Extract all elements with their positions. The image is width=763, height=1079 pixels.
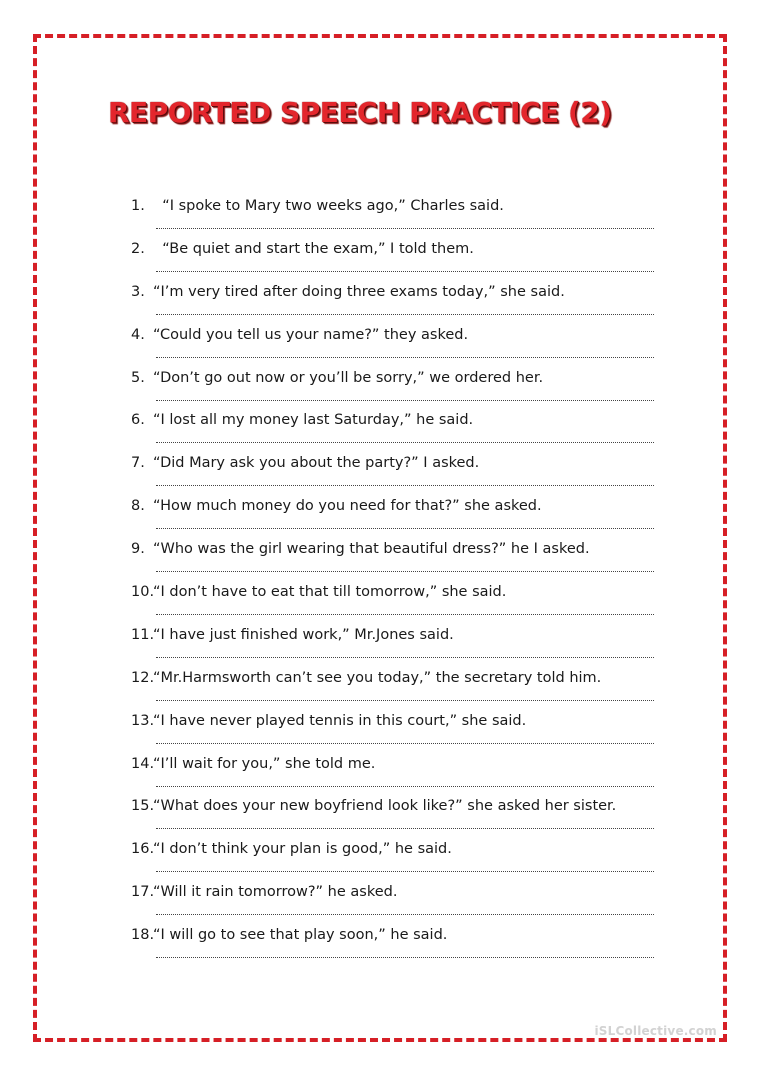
item-sentence: “Did Mary ask you about the party?” I asked. <box>153 455 480 472</box>
item-sentence: “I don’t have to eat that till tomorrow,” she said. <box>153 584 507 601</box>
exercise-item <box>131 711 661 754</box>
item-number: 15. <box>131 798 155 815</box>
answer-line[interactable] <box>156 700 654 701</box>
exercise-item <box>131 239 661 282</box>
exercise-item <box>131 882 661 925</box>
item-sentence: “Don’t go out now or you’ll be sorry,” we ordered her. <box>153 369 544 386</box>
item-sentence: “I don’t think your plan is good,” he said. <box>153 841 452 858</box>
answer-line[interactable] <box>156 871 654 872</box>
exercise-item <box>131 625 661 668</box>
item-sentence: “I will go to see that play soon,” he said. <box>153 927 448 944</box>
item-sentence: “Who was the girl wearing that beautiful dress?” he I asked. <box>153 541 590 558</box>
item-sentence: “Be quiet and start the exam,” I told them. <box>153 240 474 257</box>
item-sentence: “I’m very tired after doing three exams today,” she said. <box>153 283 565 300</box>
exercise-item <box>131 325 661 368</box>
item-number: 7. <box>131 455 145 472</box>
item-sentence: “I have just finished work,” Mr.Jones said. <box>153 626 454 643</box>
answer-line[interactable] <box>156 357 654 358</box>
item-sentence: “Mr.Harmsworth can’t see you today,” the secretary told him. <box>153 669 602 686</box>
item-number: 4. <box>131 326 145 343</box>
item-sentence: “Could you tell us your name?” they asked. <box>153 326 469 343</box>
exercise-item <box>131 539 661 582</box>
exercise-item <box>131 754 661 797</box>
exercise-item <box>131 410 661 453</box>
exercise-item <box>131 925 661 968</box>
item-number: 12. <box>131 669 155 686</box>
answer-line[interactable] <box>156 786 654 787</box>
worksheet-title: REPORTED SPEECH PRACTICE (2) <box>108 96 612 129</box>
exercise-item <box>131 582 661 625</box>
exercise-item <box>131 453 661 496</box>
item-sentence: “What does your new boyfriend look like?” she asked her sister. <box>153 798 617 815</box>
exercise-item <box>131 282 661 325</box>
exercise-list <box>131 196 661 968</box>
item-number: 6. <box>131 412 145 429</box>
exercise-item <box>131 368 661 411</box>
answer-line[interactable] <box>156 914 654 915</box>
item-number: 16. <box>131 841 155 858</box>
item-number: 1. <box>131 198 145 214</box>
item-number: 2. <box>131 240 145 257</box>
answer-line[interactable] <box>156 828 654 829</box>
answer-line[interactable] <box>156 314 654 315</box>
item-number: 5. <box>131 369 145 386</box>
item-sentence: “Will it rain tomorrow?” he asked. <box>153 884 398 901</box>
site-watermark: iSLCollective.com <box>594 1024 717 1038</box>
item-sentence: “I lost all my money last Saturday,” he said. <box>153 412 474 429</box>
item-number: 9. <box>131 541 145 558</box>
answer-line[interactable] <box>156 228 654 229</box>
item-sentence: “I spoke to Mary two weeks ago,” Charles said. <box>153 198 504 214</box>
answer-line[interactable] <box>156 485 654 486</box>
item-number: 3. <box>131 283 145 300</box>
item-sentence: “I’ll wait for you,” she told me. <box>153 755 376 772</box>
answer-line[interactable] <box>156 957 654 958</box>
answer-line[interactable] <box>156 657 654 658</box>
exercise-item <box>131 839 661 882</box>
exercise-item <box>131 796 661 839</box>
answer-line[interactable] <box>156 743 654 744</box>
exercise-item <box>131 668 661 711</box>
item-number: 11. <box>131 626 155 643</box>
answer-line[interactable] <box>156 614 654 615</box>
item-number: 10. <box>131 584 155 601</box>
item-number: 17. <box>131 884 155 901</box>
exercise-item <box>131 496 661 539</box>
item-number: 13. <box>131 712 155 729</box>
item-number: 14. <box>131 755 155 772</box>
exercise-item <box>131 196 661 239</box>
answer-line[interactable] <box>156 400 654 401</box>
answer-line[interactable] <box>156 528 654 529</box>
answer-line[interactable] <box>156 571 654 572</box>
item-number: 18. <box>131 927 155 944</box>
item-sentence: “I have never played tennis in this court,” she said. <box>153 712 527 729</box>
answer-line[interactable] <box>156 442 654 443</box>
item-sentence: “How much money do you need for that?” she asked. <box>153 498 542 515</box>
item-number: 8. <box>131 498 145 515</box>
answer-line[interactable] <box>156 271 654 272</box>
